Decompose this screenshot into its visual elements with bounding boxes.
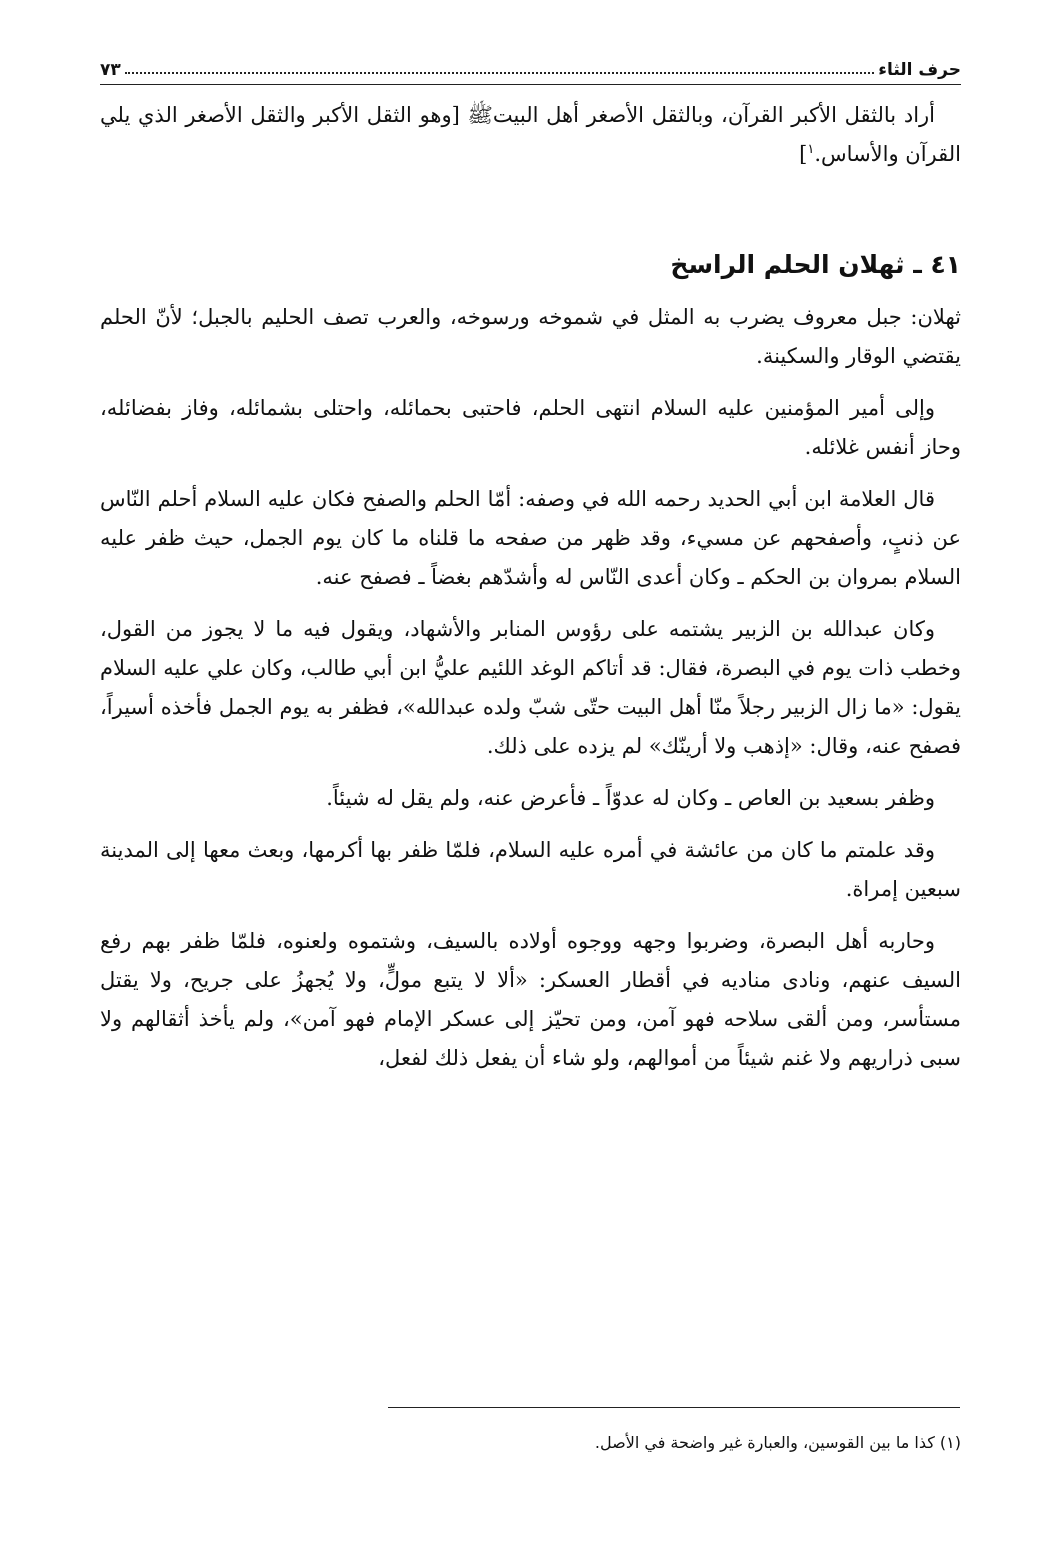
honorific-glyph: ﷺ — [467, 103, 493, 127]
running-title: حرف الثاء — [878, 60, 961, 80]
paragraph: وقد علمتم ما كان من عائشة في أمره عليه السلام، فلمّا ظفر بها أكرمها، وبعث معها إلى المدينة سبعين إمراة. — [100, 838, 961, 901]
footnote-marker[interactable]: ١ — [807, 142, 815, 157]
footnote-rule — [388, 1407, 960, 1408]
paragraph-intro — [100, 96, 961, 174]
paragraph: قال العلامة ابن أبي الحديد رحمه الله في وصفه: أمّا الحلم والصفح فكان عليه السلام أحلم النّاس عن ذنبٍ، وأصفحهم عن مسيء، وقد ظهر من صفحه ما قلناه ما كان يوم الجمل، حيث ظفر عليه السلام بمروان بن الحكم ـ وكان أعدى النّاس له وأشدّهم بغضاً ـ فصفح عنه. — [100, 487, 961, 589]
header-dot-leader — [125, 72, 875, 74]
paragraph-intro-bracket: [وهو الثقل الأكبر والثقل الأصغر الذي يلي القرآن والأساس. — [100, 103, 961, 166]
paragraph-intro-text: أراد بالثقل الأكبر القرآن، وبالثقل الأصغر أهل البيت — [492, 103, 936, 127]
paragraph: وإلى أمير المؤمنين عليه السلام انتهى الحلم، فاحتبى بحمائله، واحتلى بشمائله، وفاز بفضائله، وحاز أنفس غلائله. — [100, 396, 961, 459]
page-number: ٧٣ — [100, 60, 121, 80]
paragraph-definition: ثهلان: جبل معروف يضرب به المثل في شموخه ورسوخه، والعرب تصف الحليم بالجبل؛ لأنّ الحلم يقتضي الوقار والسكينة. — [100, 305, 961, 368]
footnote: (١) كذا ما بين القوسين، والعبارة غير واضحة في الأصل. — [594, 1433, 961, 1452]
running-header — [100, 40, 961, 80]
paragraph: وكان عبدالله بن الزبير يشتمه على رؤوس المنابر والأشهاد، ويقول فيه ما لا يجوز من القول، وخطب ذات يوم في البصرة، فقال: قد أتاكم الوغد اللئيم عليُّ ابن أبي طالب، وكان علي عليه السلام يقول: «ما زال الزبير رجلاً منّا أهل البيت حتّى شبّ ولده عبدالله»، فظفر به يوم الجمل فأخذه أسيراً، فصفح عنه، وقال: «إذهب ولا أرينّك» لم يزده على ذلك. — [100, 617, 961, 758]
section-title: ٤١ ـ ثهلان الحلم الراسخ — [670, 250, 961, 279]
paragraph: وحاربه أهل البصرة، وضربوا وجهه ووجوه أولاده بالسيف، وشتموه ولعنوه، فلمّا ظفر بهم رفع السيف عنهم، ونادى مناديه في أقطار العسكر: «ألا لا يتبع مولٍّ، ولا يُجهزُ على جريح، ولا يقتل مستأسر، ومن ألقى سلاحه فهو آمن، ومن تحيّز إلى عسكر الإمام فهو آمن»، ولم يأخذ أثقالهم ولا سبى ذراريهم ولا غنم شيئاً من أموالهم، ولو شاء أن يفعل ذلك لفعل، — [100, 929, 961, 1070]
body-text — [100, 96, 961, 1091]
header-rule — [100, 84, 961, 85]
paragraph: وظفر بسعيد بن العاص ـ وكان له عدوّاً ـ فأعرض عنه، ولم يقل له شيئاً. — [326, 786, 935, 810]
closing-bracket: ] — [799, 142, 808, 166]
